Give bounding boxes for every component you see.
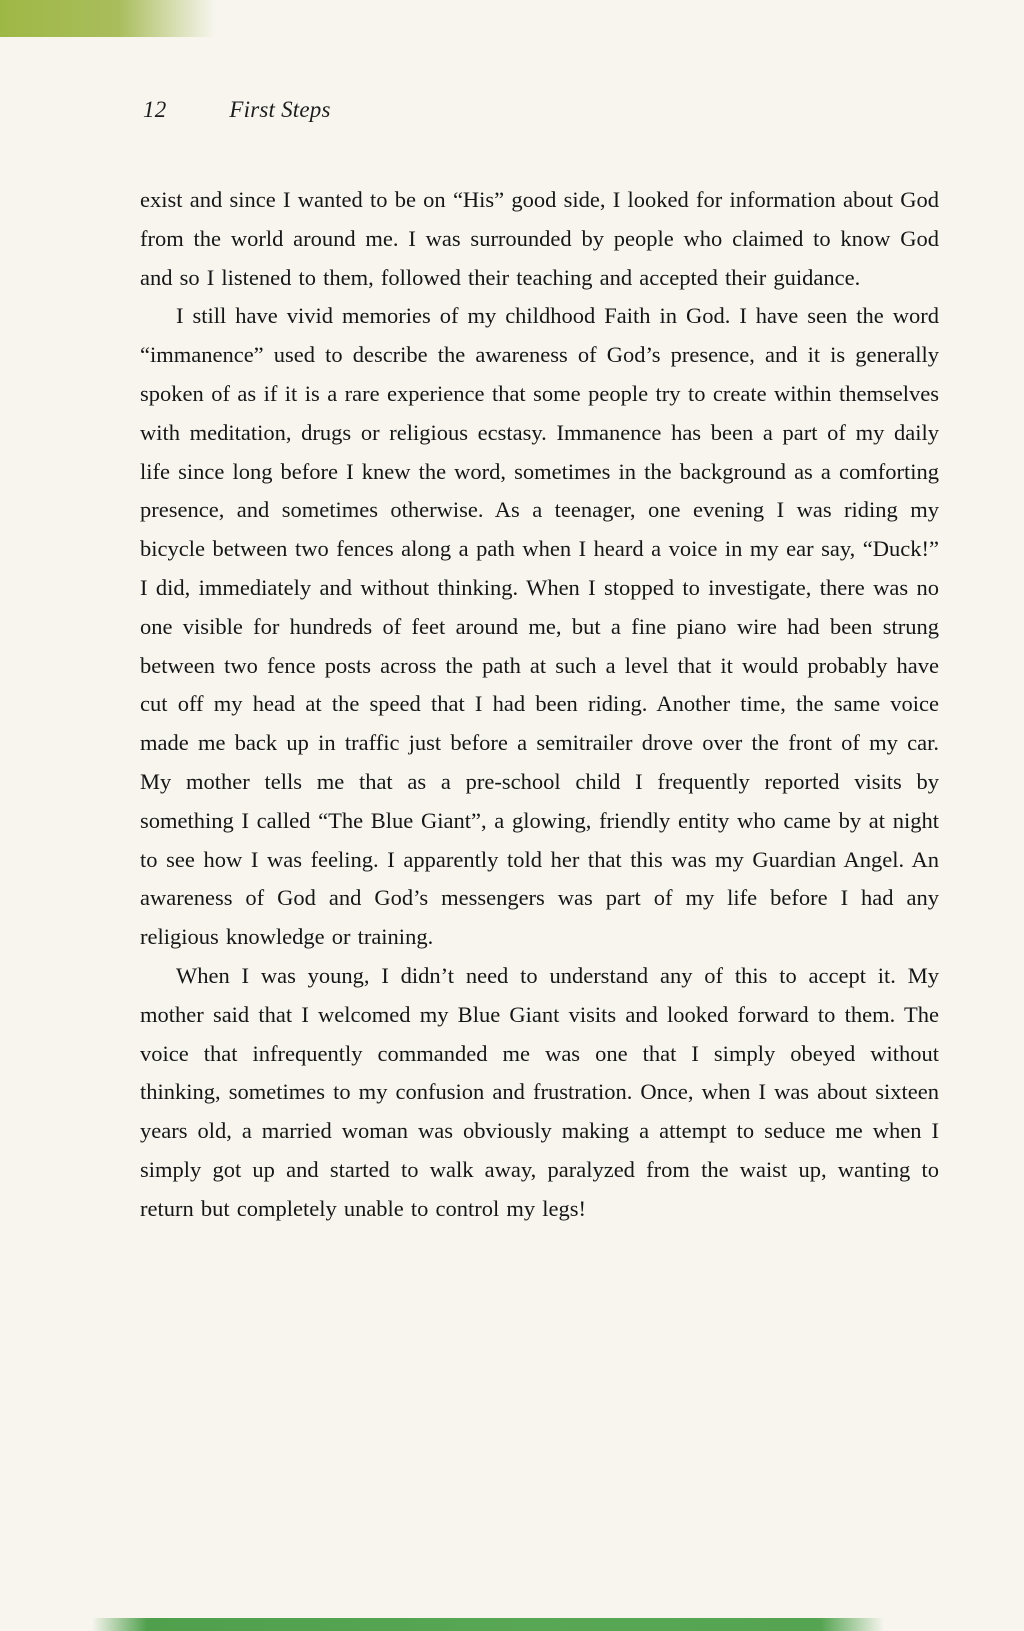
page-body <box>140 181 939 1229</box>
scan-artifact-top <box>0 0 215 37</box>
scan-artifact-bottom <box>92 1618 884 1631</box>
page-number: 12 <box>143 97 167 122</box>
paragraph-3: When I was young, I didn’t need to understand any of this to accept it. My mother said that I welcomed my Blue Giant visits and looked forward to them. The voice that infrequently commanded me was one that I simply obeyed without thinking, sometimes to my confusion and frustration. Once, when I was about sixteen years old, a married woman was obviously making a attempt to seduce me when I simply got up and started to walk away, paralyzed from the waist up, wanting to return but completely unable to control my legs! <box>140 962 939 1221</box>
running-header <box>143 97 331 123</box>
paragraph-1: exist and since I wanted to be on “His” good side, I looked for information about God from the world around me. I was surrounded by people who claimed to know God and so I listened to them, followed their teaching and accepted their guidance. <box>140 187 939 290</box>
paragraph-2: I still have vivid memories of my childhood Faith in God. I have seen the word “immanence” used to describe the awareness of God’s presence, and it is generally spoken of as if it is a rare experience that some people try to create within themselves with meditation, drugs or religious ecstasy. Immanence has been a part of my daily life since long before I knew the word, sometimes in the background as a comforting presence, and sometimes otherwise. As a teenager, one evening I was riding my bicycle between two fences along a path when I heard a voice in my ear say, “Duck!” I did, immediately and without thinking. When I stopped to investigate, there was no one visible for hundreds of feet around me, but a fine piano wire had been strung between two fence posts across the path at such a level that it would probably have cut off my head at the speed that I had been riding. Another time, the same voice made me back up in traffic just before a semitrailer drove over the front of my car. My mother tells me that as a pre-school child I frequently reported visits by something I called “The Blue Giant”, a glowing, friendly entity who came by at night to see how I was feeling. I apparently told her that this was my Guardian Angel. An awareness of God and God’s messengers was part of my life before I had any religious knowledge or training. <box>140 303 939 950</box>
running-title: First Steps <box>229 97 331 122</box>
